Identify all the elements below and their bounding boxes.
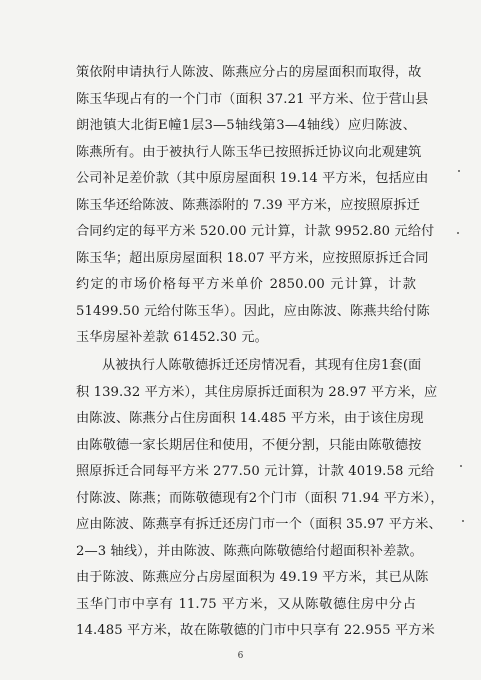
text-line: 朗池镇大北街E幢1层3—5轴线第3—4轴线）应归陈波、 — [76, 118, 416, 133]
text-line: 公司补足差价款（其中原房屋面积 19.14 平方米，包括应由 — [76, 171, 429, 186]
scan-speck — [458, 170, 460, 172]
text-line: 14.485 平方米，故在陈敬德的门市中只享有 22.955 平方米 — [76, 623, 435, 638]
text-line: 玉华房屋补差款 61452.30 元。 — [76, 330, 268, 345]
text-line: 由陈敬德一家长期居住和使用，不便分割，只能由陈敬德按 — [76, 438, 422, 453]
text-line: 约定的市场价格每平方米单价 2850.00 元计算，计款 — [76, 277, 416, 292]
page-number: 6 — [237, 651, 244, 661]
text-line: 照原拆迁合同每平方米 277.50 元计算，计款 4019.58 元给 — [76, 464, 435, 479]
text-line: 陈玉华现占有的一个门市（面积 37.21 平方米、位于营山县 — [76, 92, 429, 107]
text-line: 策依附申请执行人陈波、陈燕应分占的房屋面积而取得，故 — [76, 65, 422, 80]
text-line: 陈燕所有。由于被执行人陈玉华已按照拆迁协议向北观建筑 — [76, 145, 422, 160]
text-line: 51499.50 元给付陈玉华）。因此，应由陈波、陈燕共给付陈 — [76, 304, 430, 319]
scan-speck — [462, 520, 464, 522]
text-line: 陈玉华；超出原房屋面积 18.07 平方米，应按照原拆迁合同 — [76, 251, 429, 266]
text-line: 玉华门市中享有 11.75 平方米，又从陈敬德住房中分占 — [76, 597, 416, 612]
text-line: 积 139.32 平方米），其住房原拆迁面积为 28.97 平方米，应 — [76, 385, 438, 400]
text-line: 陈玉华还给陈波、陈燕添附的 7.39 平方米，应按照原拆迁 — [76, 198, 420, 213]
scan-speck — [460, 465, 462, 467]
scan-speck — [457, 232, 459, 234]
text-line: 由于陈波、陈燕应分占房屋面积为 49.19 平方米，其已从陈 — [76, 570, 429, 585]
text-line: 合同约定的每平方米 520.00 元计算，计款 9952.80 元给付 — [76, 224, 435, 239]
text-line: 2—3 轴线），并由陈波、陈燕向陈敬德给付超面积补差款。 — [76, 544, 423, 559]
text-line: 应由陈波、陈燕享有拆迁还房门市一个（面积 35.97 平方米、 — [76, 517, 442, 532]
text-line: 从被执行人陈敬德拆迁还房情况看，其现有住房1套(面 — [102, 358, 422, 373]
text-line: 由陈波、陈燕分占住房面积 14.485 平方米，由于该住房现 — [76, 411, 424, 426]
text-line: 付陈波、陈燕；而陈敬德现有2个门市（面积 71.94 平方米）， — [76, 491, 444, 506]
